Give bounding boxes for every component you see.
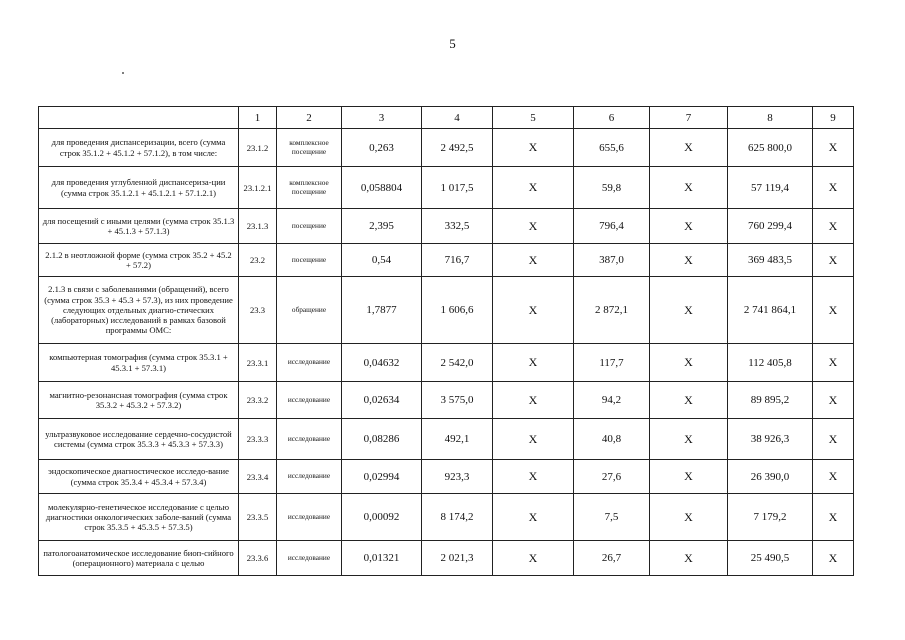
- table-row: [39, 129, 854, 167]
- row-code: 23.2: [239, 244, 277, 277]
- cell-col-5: X: [493, 382, 574, 419]
- cell-col-4: 332,5: [422, 209, 493, 244]
- cell-col-7: X: [650, 419, 728, 460]
- cell-col-9: X: [813, 541, 854, 576]
- cell-col-9: X: [813, 382, 854, 419]
- cell-col-9: X: [813, 494, 854, 541]
- row-unit: исследование: [277, 541, 342, 576]
- cell-col-7: X: [650, 494, 728, 541]
- cell-col-4: 492,1: [422, 419, 493, 460]
- header-cell-8: 8: [728, 107, 813, 129]
- row-name: магнитно-резонансная томография (сумма строк 35.3.2 + 45.3.2 + 57.3.2): [39, 382, 239, 419]
- cell-col-4: 716,7: [422, 244, 493, 277]
- cell-col-6: 655,6: [574, 129, 650, 167]
- header-cell-5: 5: [493, 107, 574, 129]
- cell-col-3: 0,01321: [342, 541, 422, 576]
- row-name: для проведения диспансеризации, всего (сумма строк 35.1.2 + 45.1.2 + 57.1.2), в том числе:: [39, 129, 239, 167]
- cell-col-8: 89 895,2: [728, 382, 813, 419]
- cell-col-7: X: [650, 209, 728, 244]
- cell-col-8: 38 926,3: [728, 419, 813, 460]
- cell-col-3: 0,263: [342, 129, 422, 167]
- table-row: [39, 494, 854, 541]
- cell-col-5: X: [493, 344, 574, 382]
- row-code: 23.3.2: [239, 382, 277, 419]
- header-cell-name: [39, 107, 239, 129]
- row-code: 23.3.5: [239, 494, 277, 541]
- row-name: молекулярно-генетическое исследование с целью диагностики онкологических заболе-ваний (сумма строк 35.3.5 + 45.3.5 + 57.3.5): [39, 494, 239, 541]
- cell-col-3: 2,395: [342, 209, 422, 244]
- cell-col-8: 25 490,5: [728, 541, 813, 576]
- cell-col-3: 1,7877: [342, 277, 422, 344]
- cell-col-4: 3 575,0: [422, 382, 493, 419]
- cell-col-8: 369 483,5: [728, 244, 813, 277]
- cell-col-7: X: [650, 541, 728, 576]
- cell-col-7: X: [650, 244, 728, 277]
- row-code: 23.1.3: [239, 209, 277, 244]
- table-row: [39, 460, 854, 494]
- row-unit: исследование: [277, 419, 342, 460]
- row-name: для проведения углубленной диспансериза-ции (сумма строк 35.1.2.1 + 45.1.2.1 + 57.1.2.1): [39, 167, 239, 209]
- row-unit: исследование: [277, 382, 342, 419]
- cell-col-8: 7 179,2: [728, 494, 813, 541]
- row-name: 2.1.2 в неотложной форме (сумма строк 35.2 + 45.2 + 57.2): [39, 244, 239, 277]
- cell-col-9: X: [813, 419, 854, 460]
- cell-col-8: 26 390,0: [728, 460, 813, 494]
- cell-col-5: X: [493, 244, 574, 277]
- cell-col-8: 112 405,8: [728, 344, 813, 382]
- row-code: 23.3.4: [239, 460, 277, 494]
- row-unit: комплексное посещение: [277, 129, 342, 167]
- cell-col-6: 59,8: [574, 167, 650, 209]
- cell-col-7: X: [650, 277, 728, 344]
- cell-col-6: 26,7: [574, 541, 650, 576]
- cell-col-6: 117,7: [574, 344, 650, 382]
- scan-speck: [122, 72, 124, 74]
- row-code: 23.1.2: [239, 129, 277, 167]
- cell-col-4: 923,3: [422, 460, 493, 494]
- cell-col-4: 1 606,6: [422, 277, 493, 344]
- table-row: [39, 244, 854, 277]
- cell-col-5: X: [493, 494, 574, 541]
- header-cell-1: 1: [239, 107, 277, 129]
- cell-col-5: X: [493, 460, 574, 494]
- cell-col-8: 625 800,0: [728, 129, 813, 167]
- header-cell-9: 9: [813, 107, 854, 129]
- cell-col-3: 0,08286: [342, 419, 422, 460]
- cell-col-3: 0,058804: [342, 167, 422, 209]
- table-row: [39, 419, 854, 460]
- table-row: [39, 277, 854, 344]
- cell-col-5: X: [493, 167, 574, 209]
- cell-col-9: X: [813, 277, 854, 344]
- cell-col-7: X: [650, 382, 728, 419]
- cell-col-8: 57 119,4: [728, 167, 813, 209]
- table-row: [39, 209, 854, 244]
- cell-col-3: 0,04632: [342, 344, 422, 382]
- row-unit: исследование: [277, 460, 342, 494]
- cell-col-8: 2 741 864,1: [728, 277, 813, 344]
- cell-col-9: X: [813, 209, 854, 244]
- cell-col-6: 94,2: [574, 382, 650, 419]
- row-unit: обращение: [277, 277, 342, 344]
- data-table: [38, 106, 854, 576]
- cell-col-6: 2 872,1: [574, 277, 650, 344]
- cell-col-9: X: [813, 244, 854, 277]
- cell-col-3: 0,02994: [342, 460, 422, 494]
- header-cell-6: 6: [574, 107, 650, 129]
- cell-col-5: X: [493, 277, 574, 344]
- header-cell-3: 3: [342, 107, 422, 129]
- row-code: 23.3.6: [239, 541, 277, 576]
- cell-col-9: X: [813, 460, 854, 494]
- row-name: патологоанатомическое исследование биоп-сийного (операционного) материала с целью: [39, 541, 239, 576]
- cell-col-5: X: [493, 541, 574, 576]
- cell-col-7: X: [650, 129, 728, 167]
- header-row: [39, 107, 854, 129]
- row-unit: исследование: [277, 344, 342, 382]
- cell-col-6: 7,5: [574, 494, 650, 541]
- row-code: 23.3.3: [239, 419, 277, 460]
- table-row: [39, 167, 854, 209]
- row-name: для посещений с иными целями (сумма строк 35.1.3 + 45.1.3 + 57.1.3): [39, 209, 239, 244]
- row-code: 23.3: [239, 277, 277, 344]
- cell-col-9: X: [813, 167, 854, 209]
- cell-col-8: 760 299,4: [728, 209, 813, 244]
- cell-col-4: 8 174,2: [422, 494, 493, 541]
- row-unit: комплексное посещение: [277, 167, 342, 209]
- cell-col-7: X: [650, 167, 728, 209]
- cell-col-9: X: [813, 344, 854, 382]
- cell-col-4: 1 017,5: [422, 167, 493, 209]
- cell-col-4: 2 492,5: [422, 129, 493, 167]
- cell-col-6: 27,6: [574, 460, 650, 494]
- cell-col-7: X: [650, 460, 728, 494]
- page-number: 5: [449, 36, 456, 51]
- cell-col-3: 0,00092: [342, 494, 422, 541]
- row-code: 23.1.2.1: [239, 167, 277, 209]
- cell-col-4: 2 542,0: [422, 344, 493, 382]
- cell-col-5: X: [493, 209, 574, 244]
- cell-col-7: X: [650, 344, 728, 382]
- table-row: [39, 541, 854, 576]
- row-name: компьютерная томография (сумма строк 35.3.1 + 45.3.1 + 57.3.1): [39, 344, 239, 382]
- row-name: ультразвуковое исследование сердечно-сосудистой системы (сумма строк 35.3.3 + 45.3.3 + 57.3.3): [39, 419, 239, 460]
- cell-col-4: 2 021,3: [422, 541, 493, 576]
- table-row: [39, 344, 854, 382]
- cell-col-5: X: [493, 419, 574, 460]
- cell-col-9: X: [813, 129, 854, 167]
- row-name: 2.1.3 в связи с заболеваниями (обращений), всего (сумма строк 35.3 + 45.3 + 57.3), из них проведение следующих отдельных диагно-стических (лабораторных) исследований в рамках базовой программы ОМС:: [39, 277, 239, 344]
- cell-col-6: 387,0: [574, 244, 650, 277]
- row-name: эндоскопическое диагностическое исследо-вание (сумма строк 35.3.4 + 45.3.4 + 57.3.4): [39, 460, 239, 494]
- cell-col-6: 40,8: [574, 419, 650, 460]
- row-unit: исследование: [277, 494, 342, 541]
- row-code: 23.3.1: [239, 344, 277, 382]
- cell-col-5: X: [493, 129, 574, 167]
- header-cell-4: 4: [422, 107, 493, 129]
- header-cell-7: 7: [650, 107, 728, 129]
- table-row: [39, 382, 854, 419]
- header-cell-2: 2: [277, 107, 342, 129]
- row-unit: посещение: [277, 244, 342, 277]
- cell-col-3: 0,02634: [342, 382, 422, 419]
- row-unit: посещение: [277, 209, 342, 244]
- cell-col-6: 796,4: [574, 209, 650, 244]
- cell-col-3: 0,54: [342, 244, 422, 277]
